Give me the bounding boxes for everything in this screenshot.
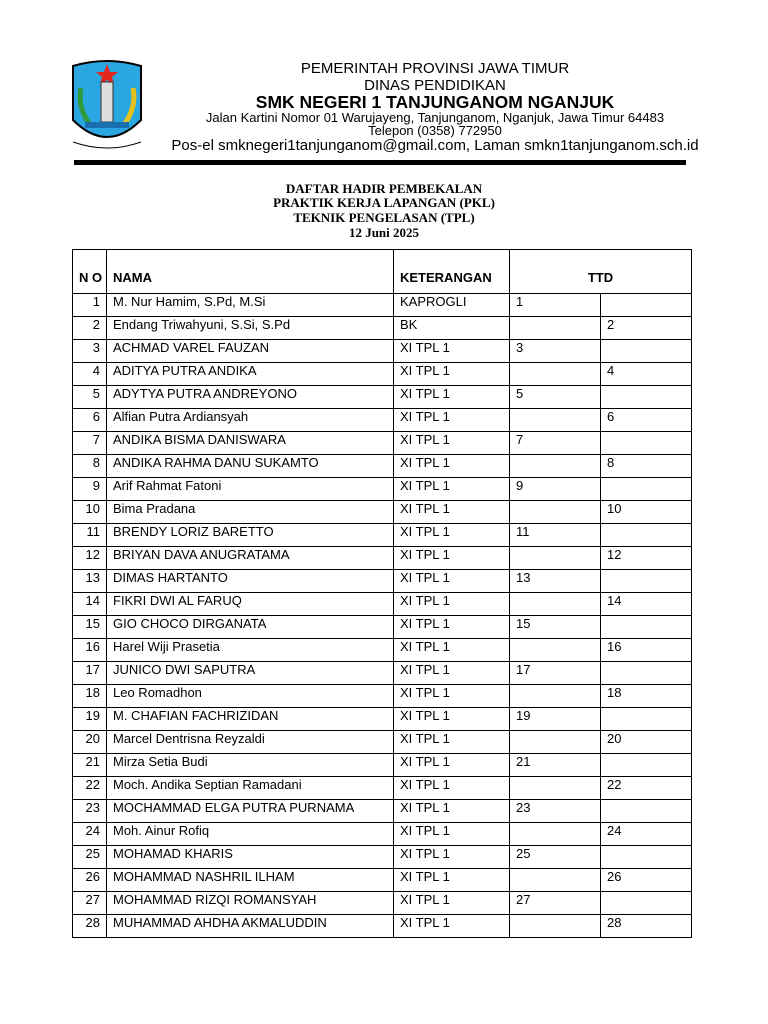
row-no: 20: [73, 731, 107, 754]
row-keterangan: XI TPL 1: [394, 823, 510, 846]
table-row: [73, 823, 692, 846]
signature-cell-left[interactable]: [510, 639, 601, 662]
signature-cell-right[interactable]: [601, 800, 692, 823]
row-keterangan: XI TPL 1: [394, 869, 510, 892]
row-keterangan: XI TPL 1: [394, 616, 510, 639]
row-nama: Leo Romadhon: [107, 685, 394, 708]
signature-cell-left[interactable]: 25: [510, 846, 601, 869]
table-row: [73, 754, 692, 777]
row-keterangan: XI TPL 1: [394, 547, 510, 570]
table-row: [73, 869, 692, 892]
row-nama: M. CHAFIAN FACHRIZIDAN: [107, 708, 394, 731]
doc-title: DAFTAR HADIR PEMBEKALAN: [285, 181, 483, 196]
signature-cell-right[interactable]: [601, 340, 692, 363]
row-keterangan: XI TPL 1: [394, 800, 510, 823]
attendance-table: [72, 249, 692, 938]
row-no: 21: [73, 754, 107, 777]
header-keterangan: KETERANGAN: [394, 250, 510, 294]
row-nama: Harel Wiji Prasetia: [107, 639, 394, 662]
table-row: [73, 662, 692, 685]
row-nama: BRIYAN DAVA ANUGRATAMA: [107, 547, 394, 570]
row-keterangan: XI TPL 1: [394, 639, 510, 662]
signature-cell-left[interactable]: 21: [510, 754, 601, 777]
row-keterangan: XI TPL 1: [394, 363, 510, 386]
row-no: 25: [73, 846, 107, 869]
row-no: 9: [73, 478, 107, 501]
row-nama: Moh. Ainur Rofiq: [107, 823, 394, 846]
row-no: 8: [73, 455, 107, 478]
row-keterangan: XI TPL 1: [394, 892, 510, 915]
jawa-timur-emblem-logo: [67, 58, 147, 156]
row-no: 28: [73, 915, 107, 938]
table-row: [73, 570, 692, 593]
row-keterangan: XI TPL 1: [394, 846, 510, 869]
signature-cell-right[interactable]: 24: [601, 823, 692, 846]
table-row: [73, 777, 692, 800]
signature-cell-right[interactable]: 22: [601, 777, 692, 800]
row-keterangan: XI TPL 1: [394, 524, 510, 547]
table-row: [73, 616, 692, 639]
row-nama: MOHAMMAD NASHRIL ILHAM: [107, 869, 394, 892]
signature-cell-left[interactable]: 13: [510, 570, 601, 593]
row-nama: M. Nur Hamim, S.Pd, M.Si: [107, 294, 394, 317]
signature-cell-right[interactable]: [601, 386, 692, 409]
row-nama: Moch. Andika Septian Ramadani: [107, 777, 394, 800]
row-keterangan: XI TPL 1: [394, 501, 510, 524]
signature-cell-left[interactable]: [510, 593, 601, 616]
signature-cell-left[interactable]: [510, 823, 601, 846]
header-contact: Pos-el smknegeri1tanjunganom@gmail.com, Laman smkn1tanjunganom.sch.id: [171, 137, 699, 154]
signature-cell-left[interactable]: [510, 915, 601, 938]
row-nama: FIKRI DWI AL FARUQ: [107, 593, 394, 616]
header-line-province: PEMERINTAH PROVINSI JAWA TIMUR: [300, 60, 570, 77]
row-keterangan: XI TPL 1: [394, 570, 510, 593]
signature-cell-right[interactable]: [601, 892, 692, 915]
row-nama: MOHAMAD KHARIS: [107, 846, 394, 869]
table-row: [73, 294, 692, 317]
row-no: 2: [73, 317, 107, 340]
signature-cell-left[interactable]: 9: [510, 478, 601, 501]
doc-program: TEKNIK PENGELASAN (TPL): [293, 210, 475, 225]
signature-cell-left[interactable]: 5: [510, 386, 601, 409]
header-no: N O: [73, 250, 107, 294]
signature-cell-left[interactable]: 15: [510, 616, 601, 639]
row-no: 4: [73, 363, 107, 386]
signature-cell-left[interactable]: 7: [510, 432, 601, 455]
row-keterangan: XI TPL 1: [394, 478, 510, 501]
table-row: [73, 340, 692, 363]
signature-cell-left[interactable]: 17: [510, 662, 601, 685]
row-no: 10: [73, 501, 107, 524]
header-phone: Telepon (0358) 772950: [368, 123, 502, 138]
table-row: [73, 317, 692, 340]
row-no: 12: [73, 547, 107, 570]
signature-cell-right[interactable]: [601, 708, 692, 731]
signature-cell-right[interactable]: [601, 616, 692, 639]
row-no: 16: [73, 639, 107, 662]
signature-cell-right[interactable]: 14: [601, 593, 692, 616]
table-row: [73, 800, 692, 823]
row-keterangan: XI TPL 1: [394, 340, 510, 363]
signature-cell-left[interactable]: 3: [510, 340, 601, 363]
row-keterangan: XI TPL 1: [394, 685, 510, 708]
row-no: 17: [73, 662, 107, 685]
signature-cell-left[interactable]: 11: [510, 524, 601, 547]
row-nama: Mirza Setia Budi: [107, 754, 394, 777]
row-no: 7: [73, 432, 107, 455]
row-no: 3: [73, 340, 107, 363]
header-school-name: SMK NEGERI 1 TANJUNGANOM NGANJUK: [255, 92, 615, 112]
row-no: 14: [73, 593, 107, 616]
signature-cell-left[interactable]: [510, 363, 601, 386]
table-row: [73, 524, 692, 547]
table-row: [73, 432, 692, 455]
signature-cell-left[interactable]: 23: [510, 800, 601, 823]
row-nama: ACHMAD VAREL FAUZAN: [107, 340, 394, 363]
row-keterangan: XI TPL 1: [394, 432, 510, 455]
row-keterangan: XI TPL 1: [394, 754, 510, 777]
signature-cell-right[interactable]: 6: [601, 409, 692, 432]
row-no: 5: [73, 386, 107, 409]
row-nama: GIO CHOCO DIRGANATA: [107, 616, 394, 639]
doc-date: 12 Juni 2025: [348, 225, 420, 240]
table-row: [73, 455, 692, 478]
signature-cell-right[interactable]: 2: [601, 317, 692, 340]
row-no: 13: [73, 570, 107, 593]
table-row: [73, 478, 692, 501]
row-nama: ANDIKA BISMA DANISWARA: [107, 432, 394, 455]
signature-cell-left[interactable]: [510, 455, 601, 478]
row-no: 24: [73, 823, 107, 846]
table-row: [73, 708, 692, 731]
signature-cell-right[interactable]: [601, 662, 692, 685]
row-nama: BRENDY LORIZ BARETTO: [107, 524, 394, 547]
signature-cell-left[interactable]: [510, 869, 601, 892]
header-address: Jalan Kartini Nomor 01 Warujayeng, Tanjunganom, Nganjuk, Jawa Timur 64483: [205, 110, 665, 125]
row-keterangan: XI TPL 1: [394, 455, 510, 478]
signature-cell-left[interactable]: 1: [510, 294, 601, 317]
row-no: 11: [73, 524, 107, 547]
header-nama: NAMA: [107, 250, 394, 294]
row-nama: ADYTYA PUTRA ANDREYONO: [107, 386, 394, 409]
table-row: [73, 409, 692, 432]
signature-cell-left[interactable]: [510, 317, 601, 340]
table-row: [73, 685, 692, 708]
signature-cell-left[interactable]: [510, 547, 601, 570]
row-no: 27: [73, 892, 107, 915]
signature-cell-left[interactable]: [510, 731, 601, 754]
row-no: 6: [73, 409, 107, 432]
signature-cell-right[interactable]: 4: [601, 363, 692, 386]
row-no: 23: [73, 800, 107, 823]
signature-cell-right[interactable]: 26: [601, 869, 692, 892]
signature-cell-right[interactable]: [601, 754, 692, 777]
table-row: [73, 386, 692, 409]
doc-subtitle: PRAKTIK KERJA LAPANGAN (PKL): [273, 195, 495, 210]
signature-cell-right[interactable]: 12: [601, 547, 692, 570]
row-nama: DIMAS HARTANTO: [107, 570, 394, 593]
table-row: [73, 639, 692, 662]
row-keterangan: XI TPL 1: [394, 915, 510, 938]
header-divider: [74, 160, 686, 165]
signature-cell-left[interactable]: [510, 409, 601, 432]
row-no: 15: [73, 616, 107, 639]
table-row: [73, 915, 692, 938]
table-row: [73, 892, 692, 915]
row-no: 26: [73, 869, 107, 892]
header-ttd: TTD: [510, 250, 692, 294]
row-keterangan: XI TPL 1: [394, 708, 510, 731]
row-nama: MUHAMMAD AHDHA AKMALUDDIN: [107, 915, 394, 938]
table-row: [73, 363, 692, 386]
signature-cell-left[interactable]: [510, 777, 601, 800]
table-row: [73, 846, 692, 869]
row-nama: Endang Triwahyuni, S.Si, S.Pd: [107, 317, 394, 340]
row-nama: Arif Rahmat Fatoni: [107, 478, 394, 501]
signature-cell-left[interactable]: 19: [510, 708, 601, 731]
row-keterangan: KAPROGLI: [394, 294, 510, 317]
row-nama: MOCHAMMAD ELGA PUTRA PURNAMA: [107, 800, 394, 823]
row-no: 19: [73, 708, 107, 731]
signature-cell-right[interactable]: 16: [601, 639, 692, 662]
table-header-row: [73, 250, 692, 294]
row-keterangan: XI TPL 1: [394, 409, 510, 432]
row-nama: ANDIKA RAHMA DANU SUKAMTO: [107, 455, 394, 478]
row-keterangan: XI TPL 1: [394, 386, 510, 409]
row-keterangan: XI TPL 1: [394, 593, 510, 616]
row-keterangan: XI TPL 1: [394, 777, 510, 800]
signature-cell-right[interactable]: 8: [601, 455, 692, 478]
row-keterangan: BK: [394, 317, 510, 340]
row-keterangan: XI TPL 1: [394, 662, 510, 685]
signature-cell-left[interactable]: [510, 501, 601, 524]
row-nama: Bima Pradana: [107, 501, 394, 524]
signature-cell-right[interactable]: 28: [601, 915, 692, 938]
signature-cell-right[interactable]: [601, 478, 692, 501]
row-nama: ADITYA PUTRA ANDIKA: [107, 363, 394, 386]
table-row: [73, 593, 692, 616]
signature-cell-left[interactable]: [510, 685, 601, 708]
signature-cell-right[interactable]: [601, 524, 692, 547]
row-nama: MOHAMMAD RIZQI ROMANSYAH: [107, 892, 394, 915]
row-no: 22: [73, 777, 107, 800]
signature-cell-right[interactable]: 10: [601, 501, 692, 524]
row-nama: Alfian Putra Ardiansyah: [107, 409, 394, 432]
signature-cell-right[interactable]: 18: [601, 685, 692, 708]
signature-cell-left[interactable]: 27: [510, 892, 601, 915]
signature-cell-right[interactable]: 20: [601, 731, 692, 754]
table-row: [73, 547, 692, 570]
table-row: [73, 501, 692, 524]
signature-cell-right[interactable]: [601, 570, 692, 593]
table-row: [73, 731, 692, 754]
signature-cell-right[interactable]: [601, 846, 692, 869]
signature-cell-right[interactable]: [601, 294, 692, 317]
row-nama: Marcel Dentrisna Reyzaldi: [107, 731, 394, 754]
row-no: 1: [73, 294, 107, 317]
row-nama: JUNICO DWI SAPUTRA: [107, 662, 394, 685]
signature-cell-right[interactable]: [601, 432, 692, 455]
header-line-department: DINAS PENDIDIKAN: [364, 77, 506, 94]
row-keterangan: XI TPL 1: [394, 731, 510, 754]
row-no: 18: [73, 685, 107, 708]
